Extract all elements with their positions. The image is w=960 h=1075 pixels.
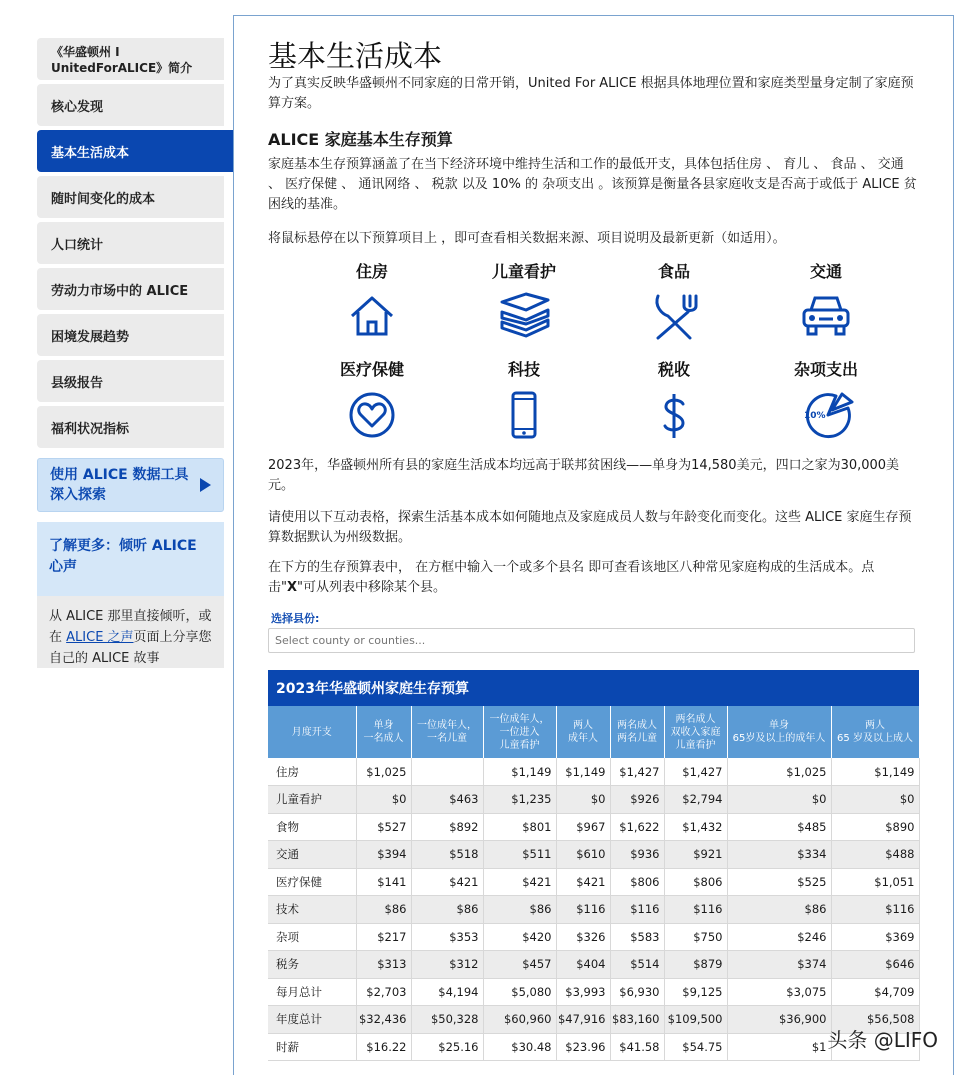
play-arrow-icon: [200, 478, 211, 492]
county-instruction-text: [268, 558, 918, 598]
value-cell: $116: [610, 896, 664, 924]
row-label-cell: 食物: [268, 813, 356, 841]
survival-budget-table: [268, 706, 920, 1061]
value-cell: $4,194: [411, 978, 483, 1006]
value-cell: $525: [727, 868, 831, 896]
sidebar-item-key-findings[interactable]: [37, 84, 224, 126]
phone-icon: [509, 390, 539, 440]
heart-icon: [347, 390, 397, 440]
value-cell: $116: [556, 896, 610, 924]
budget-item-food[interactable]: [614, 259, 734, 342]
value-cell: $936: [610, 841, 664, 869]
main-panel: [233, 15, 954, 1075]
value-cell: $3,993: [556, 978, 610, 1006]
row-label-cell: 技术: [268, 896, 356, 924]
value-cell: $353: [411, 923, 483, 951]
value-cell: $5,080: [483, 978, 556, 1006]
value-cell: $217: [356, 923, 411, 951]
dollar-icon: [657, 390, 691, 442]
value-cell: $312: [411, 951, 483, 979]
value-cell: $1,149: [831, 758, 919, 786]
sidebar-item-label: 基本生活成本: [51, 145, 130, 161]
value-cell: $511: [483, 841, 556, 869]
value-cell: $610: [556, 841, 610, 869]
row-label-cell: 税务: [268, 951, 356, 979]
intro-text: 为了真实反映华盛顿州不同家庭的日常开销，United For ALICE 根据具体地理位置和家庭类型量身定制了家庭预算方案。: [268, 76, 914, 111]
value-cell: $1,051: [831, 868, 919, 896]
budget-item-transport[interactable]: [766, 259, 886, 338]
value-cell: $485: [727, 813, 831, 841]
table-row: [268, 896, 919, 924]
table-row: [268, 1006, 919, 1034]
value-cell: $404: [556, 951, 610, 979]
value-cell: $1,622: [610, 813, 664, 841]
value-cell: $334: [727, 841, 831, 869]
value-cell: $1,149: [483, 758, 556, 786]
hover-instruction: 将鼠标悬停在以下预算项目上 ，即可查看相关数据来源、项目说明及最新更新（如适用）。: [268, 231, 786, 246]
row-label-cell: 每月总计: [268, 978, 356, 1006]
value-cell: $3,075: [727, 978, 831, 1006]
table-header-cell: 两人 成年人: [556, 706, 610, 758]
value-cell: $1,235: [483, 786, 556, 814]
interactive-table-text: 请使用以下互动表格，探索生活基本成本如何随地点及家庭成员人数与年龄变化而变化。这些 ALICE 家庭生存预算数据默认为州级数据。: [268, 510, 912, 545]
value-cell: $1,149: [556, 758, 610, 786]
value-cell: $16.22: [356, 1033, 411, 1061]
sidebar-item-county-reports[interactable]: [37, 360, 224, 402]
value-cell: $890: [831, 813, 919, 841]
table-row: [268, 758, 919, 786]
budget-table: [268, 670, 919, 1061]
table-row: [268, 1033, 919, 1061]
value-cell: $926: [610, 786, 664, 814]
table-header-cell: 单身 一名成人: [356, 706, 411, 758]
budget-description: 家庭基本生存预算涵盖了在当下经济环境中维持生活和工作的最低开支，具体包括住房 、 育儿 、 食品 、 交通 、 医疗保健 、 通讯网络 、 税款 以及 10% 的 杂项支出 。该预算是衡量各县家庭收支是否高于或低于 ALICE 贫困线的基准。: [268, 157, 917, 212]
budget-item-label: 税收: [657, 360, 690, 379]
sidebar-item-label: 人口统计: [51, 237, 104, 253]
value-cell: $6,930: [610, 978, 664, 1006]
value-cell: $83,160: [610, 1006, 664, 1034]
budget-item-technology[interactable]: [464, 357, 584, 440]
value-cell: $50,328: [411, 1006, 483, 1034]
value-cell: $921: [664, 841, 727, 869]
share-story-box: [37, 596, 224, 668]
alice-voices-link[interactable]: ALICE 之声: [66, 630, 134, 645]
value-cell: $141: [356, 868, 411, 896]
budget-item-label: 科技: [507, 360, 540, 379]
value-cell: $967: [556, 813, 610, 841]
table-header-cell: 两名成人 两名儿童: [610, 706, 664, 758]
learn-more-label: 了解更多：倾听 ALICE 心声: [49, 538, 197, 575]
table-header-cell: 月度开支: [268, 706, 356, 758]
data-tools-label: 使用 ALICE 数据工具深入探索: [50, 467, 189, 503]
sidebar-item-label: 县级报告: [51, 375, 104, 391]
value-cell: $0: [556, 786, 610, 814]
value-cell: $116: [831, 896, 919, 924]
budget-item-label: 儿童看护: [491, 262, 556, 281]
budget-item-label: 医疗保健: [339, 360, 404, 379]
table-header-row: [268, 706, 919, 758]
value-cell: $1: [727, 1033, 831, 1061]
budget-item-label: 杂项支出: [793, 360, 858, 379]
sidebar-item-intro[interactable]: [37, 38, 224, 80]
value-cell: $394: [356, 841, 411, 869]
value-cell: $879: [664, 951, 727, 979]
value-cell: $1,025: [727, 758, 831, 786]
value-cell: $488: [831, 841, 919, 869]
fork-knife-icon: [650, 292, 698, 342]
value-cell: $806: [610, 868, 664, 896]
value-cell: $109,500: [664, 1006, 727, 1034]
table-header-cell: 两名成人 双收入家庭 儿童看护: [664, 706, 727, 758]
sidebar-item-hardship-trends[interactable]: [37, 314, 224, 356]
table-row: [268, 841, 919, 869]
pie-10-percent-icon: [798, 390, 854, 440]
value-cell: $369: [831, 923, 919, 951]
value-cell: $421: [411, 868, 483, 896]
value-cell: $1,432: [664, 813, 727, 841]
sidebar-item-label: 随时间变化的成本: [51, 191, 156, 207]
sidebar-item-labor-force[interactable]: [37, 268, 224, 310]
budget-item-misc[interactable]: [766, 357, 886, 440]
remove-x-label: X: [286, 580, 298, 595]
table-row: [268, 951, 919, 979]
value-cell: $421: [483, 868, 556, 896]
row-label-cell: 杂项: [268, 923, 356, 951]
table-row: [268, 786, 919, 814]
section-heading: ALICE 家庭基本生存预算: [268, 130, 453, 149]
house-icon: [348, 292, 396, 340]
table-row: [268, 813, 919, 841]
budget-item-taxes[interactable]: [614, 357, 734, 442]
value-cell: $30.48: [483, 1033, 556, 1061]
county-instruction-part: "可从列表中移除某个县。: [297, 580, 446, 595]
table-body: [268, 758, 919, 1061]
table-header-cell: 一位成年人， 一名儿童: [411, 706, 483, 758]
select-county-label: 选择县份:: [271, 612, 320, 625]
value-cell: $0: [356, 786, 411, 814]
value-cell: $56,508: [831, 1006, 919, 1034]
value-cell: $514: [610, 951, 664, 979]
sidebar-item-demographics[interactable]: [37, 222, 224, 264]
table-header-cell: 两人 65 岁及以上成人: [831, 706, 919, 758]
value-cell: $4,709: [831, 978, 919, 1006]
share-text-prefix: 从 ALICE 那里直接倾听，或在: [49, 609, 212, 645]
value-cell: $518: [411, 841, 483, 869]
value-cell: $9,125: [664, 978, 727, 1006]
table-row: [268, 923, 919, 951]
sidebar-item-label: 劳动力市场中的 ALICE: [51, 283, 189, 299]
value-cell: $420: [483, 923, 556, 951]
value-cell: $313: [356, 951, 411, 979]
budget-item-healthcare[interactable]: [312, 357, 432, 440]
sidebar-item-label: 困境发展趋势: [51, 329, 130, 345]
learn-more-box[interactable]: [37, 522, 224, 596]
table-title: 2023年华盛顿州家庭生存预算: [268, 670, 919, 706]
data-tools-button[interactable]: [37, 458, 224, 512]
sidebar-item-label: 福利状况指标: [51, 421, 130, 437]
value-cell: $646: [831, 951, 919, 979]
row-label-cell: 儿童看护: [268, 786, 356, 814]
budget-item-housing[interactable]: [312, 259, 432, 340]
sidebar-item-cost-of-living[interactable]: [37, 130, 233, 172]
budget-item-label: 交通: [809, 262, 842, 281]
value-cell: $0: [831, 786, 919, 814]
value-cell: $246: [727, 923, 831, 951]
sidebar-item-cost-over-time[interactable]: [37, 176, 224, 218]
table-header-cell: 一位成年人， 一位进入 儿童看护: [483, 706, 556, 758]
value-cell: $86: [483, 896, 556, 924]
value-cell: $2,794: [664, 786, 727, 814]
sidebar-nav: [37, 38, 224, 668]
value-cell: $750: [664, 923, 727, 951]
watermark: 头条 @LIFO: [827, 1028, 938, 1052]
value-cell: $326: [556, 923, 610, 951]
value-cell: $23.96: [556, 1033, 610, 1061]
table-header-cell: 单身 65岁及以上的成年人: [727, 706, 831, 758]
value-cell: $374: [727, 951, 831, 979]
county-select-input[interactable]: [268, 628, 915, 653]
misc-icon-percent: 10%: [804, 411, 826, 421]
value-cell: $1,427: [610, 758, 664, 786]
value-cell: $0: [727, 786, 831, 814]
budget-item-label: 住房: [355, 262, 388, 281]
value-cell: $47,916: [556, 1006, 610, 1034]
row-label-cell: 年度总计: [268, 1006, 356, 1034]
value-cell: $892: [411, 813, 483, 841]
value-cell: $1,427: [664, 758, 727, 786]
county-instruction-part: 在下方的生存预算表中， 在方框中输入一个或多个县名 即可查看该地区八种常见家庭构成的生活成本。点击": [268, 560, 875, 595]
sidebar-item-label: 核心发现: [51, 99, 104, 115]
table-row: [268, 868, 919, 896]
row-label-cell: 住房: [268, 758, 356, 786]
table-row: [268, 978, 919, 1006]
value-cell: $1,025: [356, 758, 411, 786]
budget-item-label: 食品: [657, 262, 690, 281]
page-title: 基本生活成本: [268, 39, 443, 73]
value-cell: $60,960: [483, 1006, 556, 1034]
value-cell: $806: [664, 868, 727, 896]
value-cell: $36,900: [727, 1006, 831, 1034]
value-cell: $801: [483, 813, 556, 841]
poverty-line-text: 2023年，华盛顿州所有县的家庭生活成本均远高于联邦贫困线——单身为14,580美元，四口之家为30,000美元。: [268, 458, 900, 493]
value-cell: $86: [356, 896, 411, 924]
car-icon: [799, 292, 853, 338]
value-cell: $86: [411, 896, 483, 924]
value-cell: $457: [483, 951, 556, 979]
sidebar-item-wellbeing[interactable]: [37, 406, 224, 448]
value-cell: $41.58: [610, 1033, 664, 1061]
sidebar-item-label: 《华盛顿州 I UnitedForALICE》简介: [51, 45, 193, 75]
value-cell: [411, 758, 483, 786]
row-label-cell: 时薪: [268, 1033, 356, 1061]
share-text-suffix: 页面上分享您自己的 ALICE 故事: [49, 630, 212, 666]
books-icon: [496, 292, 552, 340]
value-cell: $2,703: [356, 978, 411, 1006]
row-label-cell: 交通: [268, 841, 356, 869]
value-cell: $421: [556, 868, 610, 896]
value-cell: $54.75: [664, 1033, 727, 1061]
value-cell: $463: [411, 786, 483, 814]
value-cell: $32,436: [356, 1006, 411, 1034]
value-cell: $527: [356, 813, 411, 841]
budget-item-childcare[interactable]: [464, 259, 584, 340]
row-label-cell: 医疗保健: [268, 868, 356, 896]
value-cell: $25.16: [411, 1033, 483, 1061]
value-cell: $583: [610, 923, 664, 951]
value-cell: $116: [664, 896, 727, 924]
value-cell: $86: [727, 896, 831, 924]
